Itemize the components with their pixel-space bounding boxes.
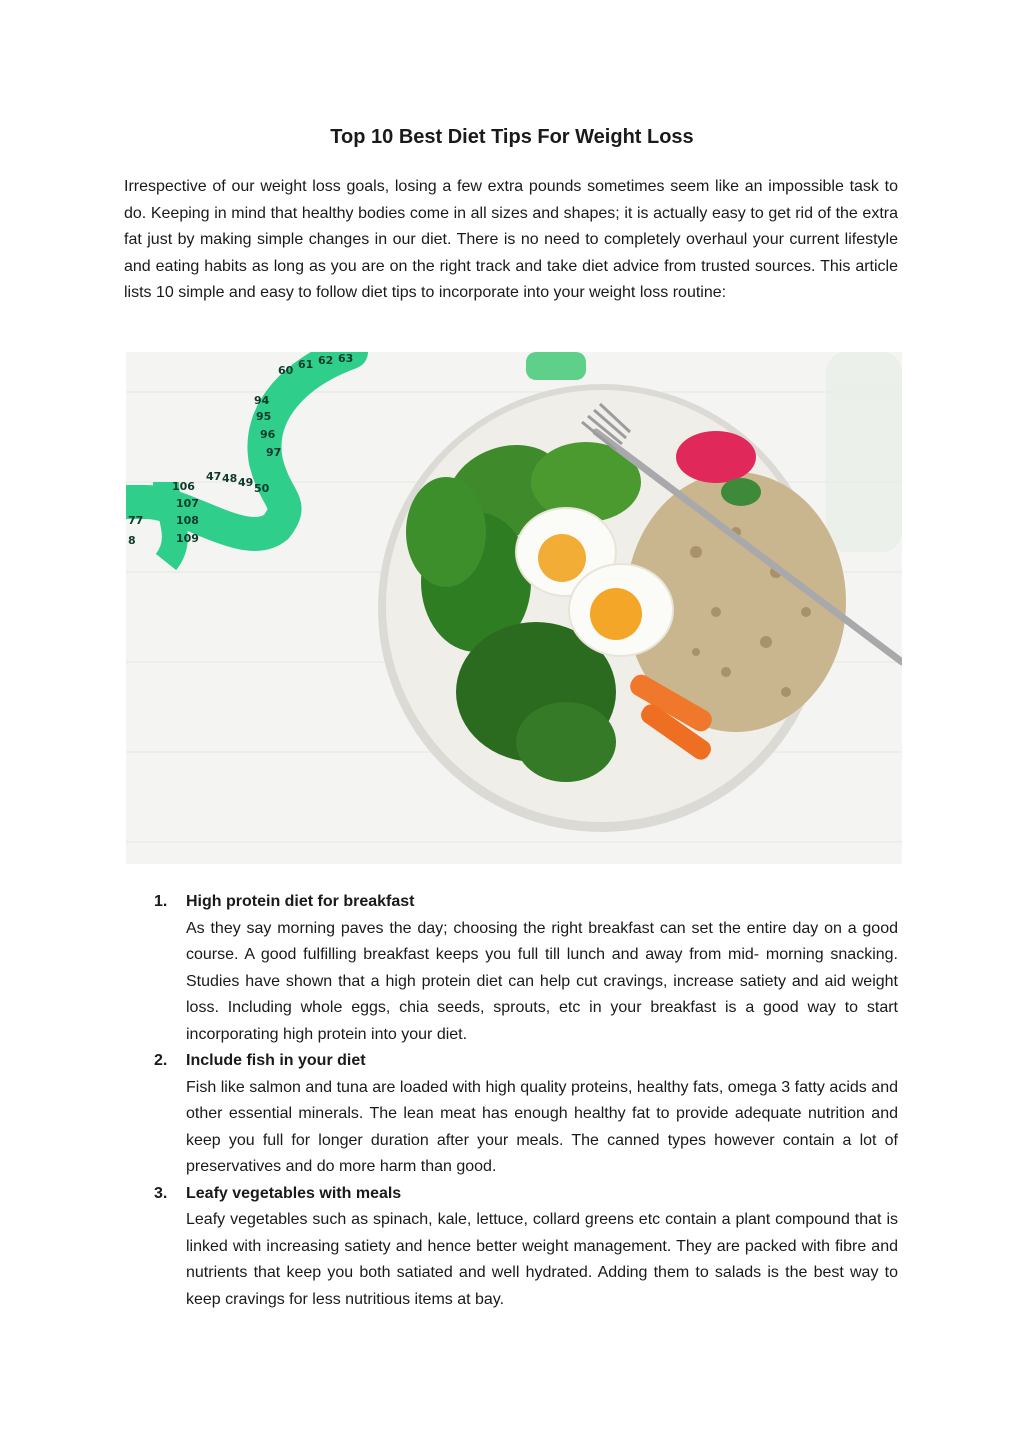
tape-number: 61 [298, 358, 314, 371]
tape-number: 49 [238, 476, 254, 489]
tip-number: 2. [154, 1052, 168, 1069]
tip-body: Leafy vegetables such as spinach, kale, lettuce, collard greens etc contain a plant compound that is linked with increasing satiety and hence better weight management. They are packed with fibre and nutrients that keep you both satiated and well hydrated. Adding them to salads is the best way to keep cravings for less nutritious items at bay. [186, 1211, 898, 1308]
tip-heading: High protein diet for breakfast [186, 893, 415, 910]
tape-number: 94 [254, 394, 270, 407]
tip-body: Fish like salmon and tuna are loaded with high quality proteins, healthy fats, omega 3 fatty acids and other essential minerals. The lean meat has enough healthy fat to provide adequate nutrition and keep you full for longer duration after your meals. The canned types however contain a lot of preservatives and do more harm than good. [186, 1078, 898, 1175]
tip-item [0, 1181, 1024, 1314]
tape-number: 97 [266, 446, 282, 459]
tip-number: 3. [154, 1184, 168, 1202]
tips-list [0, 889, 1024, 1313]
tape-number: 47 [206, 470, 222, 483]
healthy-bowl-photo [126, 352, 902, 864]
document-title: Top 10 Best Diet Tips For Weight Loss [330, 126, 694, 148]
tape-number: 108 [176, 514, 199, 527]
tip-body: As they say morning paves the day; choosing the right breakfast can set the entire day on a good course. A good fulfilling breakfast keeps you full till lunch and away from mid- morning snacking. Studies have shown that a high protein diet can help cut cravings, increase satiety and aid weight loss. Including whole eggs, chia seeds, sprouts, etc in your breakfast is a good way to start incorporating high protein into your diet. [186, 919, 898, 1043]
tip-heading: Include fish in your diet [186, 1052, 366, 1069]
tape-number: 63 [338, 352, 354, 365]
tape-number: 107 [176, 497, 199, 510]
tape-number: 8 [128, 534, 136, 547]
tip-heading: Leafy vegetables with meals [186, 1184, 402, 1202]
tape-number: 60 [278, 364, 294, 377]
tape-number: 109 [176, 532, 199, 545]
tape-number: 48 [222, 472, 238, 485]
tip-item [0, 889, 1024, 1048]
tape-number: 96 [260, 428, 276, 441]
intro-paragraph: Irrespective of our weight loss goals, losing a few extra pounds sometimes seem like an impossible task to do. Keeping in mind that healthy bodies come in all sizes and shapes; it is actually easy to get rid of the extra fat just by making simple changes in our diet. There is no need to completely overhaul your current lifestyle and eating habits as long as you are on the right track and take diet advice from trusted sources. This article lists 10 simple and easy to follow diet tips to incorporate into your weight loss routine: [124, 178, 898, 302]
tape-number: 62 [318, 354, 334, 367]
tape-number: 50 [254, 482, 270, 495]
tape-number: 95 [256, 410, 272, 423]
tip-number: 1. [154, 893, 168, 910]
tip-item [0, 1048, 1024, 1181]
tape-number: 77 [128, 514, 144, 527]
tape-number: 106 [172, 480, 195, 493]
